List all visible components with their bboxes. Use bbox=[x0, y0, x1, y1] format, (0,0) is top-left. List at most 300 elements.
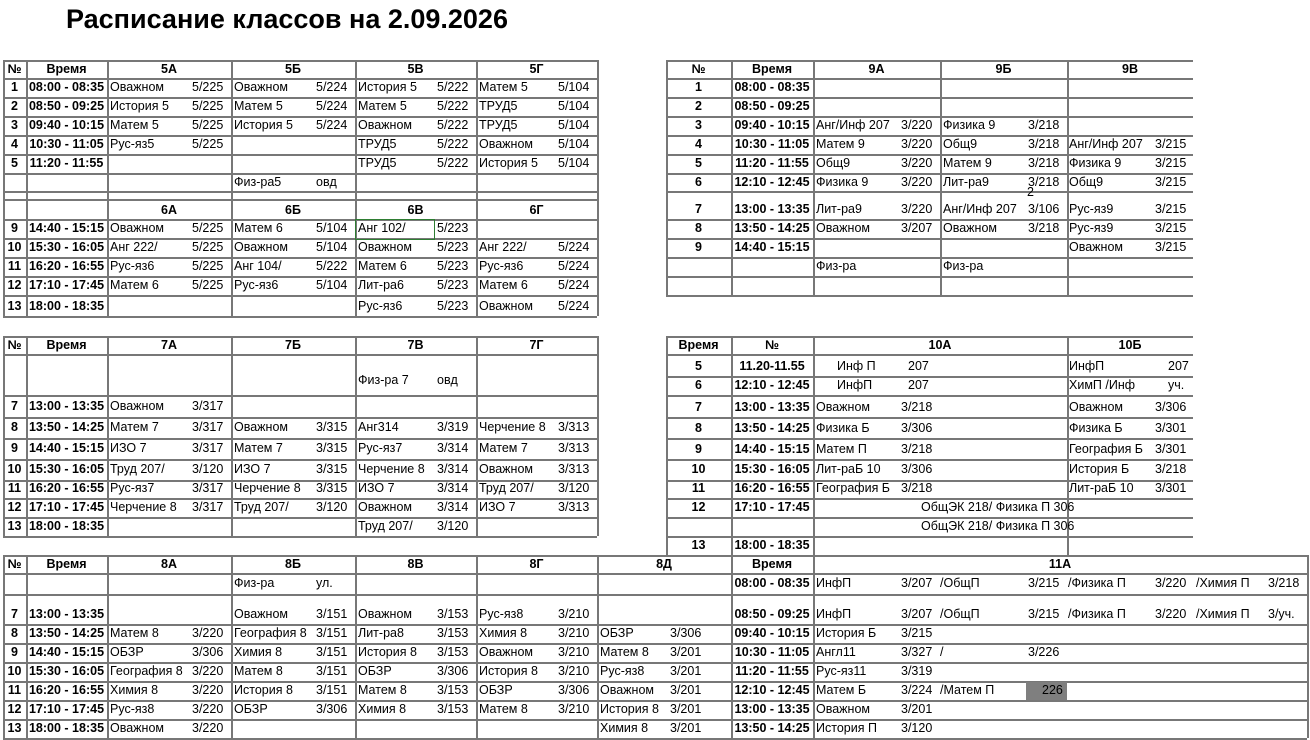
grid-line bbox=[731, 573, 1307, 575]
grid-line bbox=[731, 594, 1307, 596]
lesson-time: 11:20 - 11:55 bbox=[735, 664, 809, 678]
lesson-room: 3/153 bbox=[437, 607, 469, 621]
lesson-subject: Оважном bbox=[234, 607, 288, 621]
lesson-time: 08:50 - 09:25 bbox=[734, 607, 810, 621]
time-header: Время bbox=[752, 557, 792, 571]
lesson-room: 3/226 bbox=[1028, 645, 1060, 659]
lesson-room: 5/225 bbox=[192, 221, 224, 235]
lesson-subject: Оважном bbox=[234, 240, 288, 254]
lesson-subject: Матем 7 bbox=[234, 441, 283, 455]
row-number: 3 bbox=[695, 118, 702, 132]
lesson-subject: Рус-яз7 bbox=[110, 481, 155, 495]
lesson-room: 3/201 bbox=[670, 721, 702, 735]
row-number: 1 bbox=[695, 80, 702, 94]
lesson-room: 3/153 bbox=[437, 626, 469, 640]
lesson-subject: /Химия П bbox=[1196, 576, 1250, 590]
lesson-room: 3/151 bbox=[316, 645, 348, 659]
lesson-subject: Оважном bbox=[358, 118, 412, 132]
lesson-subject: Матем 6 bbox=[358, 259, 407, 273]
lesson-room: 3/220 bbox=[192, 683, 224, 697]
class-header: 9А bbox=[868, 62, 885, 76]
lesson-subject: ОБЗР bbox=[358, 664, 392, 678]
lesson-subject: Оважном bbox=[479, 137, 533, 151]
row-number: 12 bbox=[7, 702, 22, 716]
lesson-room: 5/104 bbox=[558, 118, 590, 132]
lesson-subject: Матем 5 bbox=[479, 80, 528, 94]
lesson-time: 13:00 - 13:35 bbox=[734, 202, 810, 216]
lesson-room: 3/315 bbox=[316, 441, 348, 455]
lesson-time: 08:50 - 09:25 bbox=[28, 99, 105, 113]
lesson-time: 17:10 - 17:45 bbox=[28, 500, 105, 514]
lesson-room: 3/120 bbox=[316, 500, 348, 514]
lesson-time: 10:30 - 11:05 bbox=[734, 645, 810, 659]
lesson-room: 3/317 bbox=[192, 481, 224, 495]
lesson-room: 5/224 bbox=[316, 80, 348, 94]
lesson-subject: Лит-ра9 bbox=[816, 202, 862, 216]
lesson-room: 3/215 bbox=[1155, 221, 1187, 235]
grid-line bbox=[3, 191, 597, 193]
grid-line bbox=[666, 417, 1193, 419]
lesson-time: 11:20 - 11:55 bbox=[735, 156, 809, 170]
lesson-room: 5/223 bbox=[437, 299, 469, 313]
lesson-subject: Физ-ра 7 bbox=[358, 373, 409, 387]
lesson-subject: Лит-ра8 bbox=[358, 626, 404, 640]
lesson-room: 3/220 bbox=[901, 175, 933, 189]
lesson-subject: Рус-яз6 bbox=[110, 259, 155, 273]
lesson-time: 09:40 - 10:15 bbox=[734, 626, 810, 640]
lesson-subject: Труд 207/ bbox=[479, 481, 534, 495]
lesson-time: 15:30 - 16:05 bbox=[734, 462, 810, 476]
lesson-room: 3/317 bbox=[192, 399, 224, 413]
row-number: 11 bbox=[7, 683, 22, 697]
lesson-subject: /ОбщП bbox=[940, 607, 980, 621]
row-number: 9 bbox=[11, 221, 18, 235]
grid-line bbox=[666, 257, 1193, 259]
lesson-subject: ИнфП bbox=[816, 576, 852, 590]
lesson-subject: /Матем П bbox=[940, 683, 995, 697]
row-number: 13 bbox=[7, 721, 22, 735]
lesson-time: 13:00 - 13:35 bbox=[28, 607, 105, 621]
lesson-subject: Оважном bbox=[479, 299, 533, 313]
lesson-time: 14:40 - 15:15 bbox=[734, 442, 810, 456]
lesson-subject: История Б bbox=[1069, 462, 1130, 476]
class-header: 5Б bbox=[285, 62, 301, 76]
lesson-room: 3/207 bbox=[901, 607, 933, 621]
row-number: 7 bbox=[11, 607, 18, 621]
lesson-room: 3/201 bbox=[670, 683, 702, 697]
grid-line bbox=[3, 173, 597, 175]
lesson-room: 3/151 bbox=[316, 607, 348, 621]
lesson-room: 3/215 bbox=[1028, 607, 1060, 621]
lesson-subject: История Б bbox=[816, 626, 877, 640]
lesson-room: 3/306 bbox=[1155, 400, 1187, 414]
lesson-time: 08:50 - 09:25 bbox=[734, 99, 810, 113]
lesson-room: 3/106 bbox=[1028, 202, 1060, 216]
lesson-room: ул. bbox=[316, 576, 333, 590]
lesson-room: 5/224 bbox=[558, 259, 590, 273]
lesson-room: 3/306 bbox=[901, 462, 933, 476]
lesson-room: 3/220 bbox=[192, 702, 224, 716]
lesson-subject: Рус-яз8 bbox=[600, 664, 645, 678]
lesson-room: 3/314 bbox=[437, 441, 469, 455]
lesson-room: 3/313 bbox=[558, 500, 590, 514]
grid-line bbox=[476, 336, 478, 536]
lesson-subject: Оважном bbox=[816, 221, 870, 235]
row-number: 11 bbox=[7, 259, 22, 273]
lesson-room: 3/210 bbox=[558, 607, 590, 621]
lesson-time: 14:40 - 15:15 bbox=[28, 221, 105, 235]
lesson-subject: Оважном bbox=[110, 80, 164, 94]
grid-line bbox=[3, 573, 731, 575]
lesson-room: 3/151 bbox=[316, 664, 348, 678]
lesson-room: 3/317 bbox=[192, 441, 224, 455]
class-header: 10Б bbox=[1118, 338, 1142, 352]
row-number: 9 bbox=[695, 240, 702, 254]
grid-line bbox=[231, 336, 233, 536]
lesson-time: 13:00 - 13:35 bbox=[734, 702, 810, 716]
lesson-subject: Химия 8 bbox=[234, 645, 283, 659]
lesson-time: 17:10 - 17:45 bbox=[28, 702, 105, 716]
lesson-subject: Химия 8 bbox=[110, 683, 159, 697]
lesson-room: 3/317 bbox=[192, 420, 224, 434]
lesson-subject: Оважном bbox=[234, 420, 288, 434]
lesson-room: 3/215 bbox=[1155, 137, 1187, 151]
row-number: 6 bbox=[695, 175, 702, 189]
lesson-room: 3/120 bbox=[901, 721, 933, 735]
lesson-room: 5/222 bbox=[437, 137, 469, 151]
lesson-subject: Химия 8 bbox=[358, 702, 407, 716]
lesson-subject: ОБЗР bbox=[234, 702, 268, 716]
lesson-subject: Физ-ра bbox=[234, 576, 275, 590]
lesson-subject: Анг/Инф 207 bbox=[816, 118, 890, 132]
lesson-room: 3/306 bbox=[558, 683, 590, 697]
grid-line bbox=[3, 438, 597, 440]
lesson-room: 207 bbox=[908, 359, 929, 373]
lesson-time: 17:10 - 17:45 bbox=[28, 278, 105, 292]
lesson-subject: Матем 8 bbox=[358, 683, 407, 697]
lesson-subject: Рус-яз6 bbox=[358, 299, 403, 313]
class-header: 5Г bbox=[529, 62, 544, 76]
lesson-room: 3/220 bbox=[192, 664, 224, 678]
lesson-room: 5/104 bbox=[558, 99, 590, 113]
lesson-subject: История 8 bbox=[358, 645, 417, 659]
class-header: 6А bbox=[161, 203, 177, 217]
lesson-room: 5/104 bbox=[558, 80, 590, 94]
grid-line bbox=[107, 336, 109, 536]
lesson-room: 5/224 bbox=[558, 240, 590, 254]
lesson-subject: Лит-раБ 10 bbox=[1069, 481, 1134, 495]
class-header: 7А bbox=[161, 338, 177, 352]
lesson-time: 12:10 - 12:45 bbox=[734, 175, 810, 189]
lesson-room: 3/220 bbox=[901, 118, 933, 132]
lesson-room: 3/306 bbox=[437, 664, 469, 678]
row-number: 8 bbox=[11, 626, 18, 640]
lesson-subject: Оважном bbox=[234, 80, 288, 94]
class-header: 11А bbox=[1048, 557, 1072, 571]
num-header: № bbox=[765, 338, 779, 352]
lesson-subject: Матем 8 bbox=[479, 702, 528, 716]
lesson-room: 3/224 bbox=[901, 683, 933, 697]
lesson-time: 09:40 - 10:15 bbox=[28, 118, 105, 132]
lesson-time: 13:50 - 14:25 bbox=[28, 420, 105, 434]
lesson-subject: География 8 bbox=[110, 664, 183, 678]
lesson-time: 08:00 - 08:35 bbox=[28, 80, 105, 94]
lesson-room: 3/313 bbox=[558, 441, 590, 455]
class-header: 7В bbox=[407, 338, 424, 352]
row-number: 4 bbox=[695, 137, 702, 151]
lesson-subject: История 8 bbox=[600, 702, 659, 716]
lesson-room: 5/222 bbox=[437, 118, 469, 132]
lesson-subject: Англ11 bbox=[816, 645, 856, 659]
lesson-room: 3/153 bbox=[437, 645, 469, 659]
lesson-room: 3/201 bbox=[670, 702, 702, 716]
lesson-room: 3/301 bbox=[1155, 442, 1187, 456]
lesson-subject: Оважном bbox=[110, 721, 164, 735]
lesson-room: 5/223 bbox=[437, 221, 469, 235]
num-header: № bbox=[691, 62, 706, 76]
lesson-time: 12:10 - 12:45 bbox=[734, 683, 810, 697]
lesson-room: 3/220 bbox=[901, 202, 933, 216]
lesson-room: 3/215 bbox=[901, 626, 933, 640]
lesson-subject: Анг 102/ bbox=[358, 221, 406, 235]
lesson-time: 18:00 - 18:35 bbox=[28, 519, 105, 533]
row-number: 8 bbox=[695, 421, 702, 435]
lesson-subject: ИнфП bbox=[1069, 359, 1105, 373]
lesson-room: 5/223 bbox=[437, 240, 469, 254]
lesson-room: 3/151 bbox=[316, 683, 348, 697]
lesson-subject: Оважном bbox=[479, 645, 533, 659]
class-header: 6Г bbox=[529, 203, 544, 217]
lesson-subject: / bbox=[940, 645, 944, 659]
lesson-subject: История 5 bbox=[479, 156, 538, 170]
lesson-room: 5/225 bbox=[192, 99, 224, 113]
grid-line bbox=[666, 191, 1193, 193]
lesson-subject: Труд 207/ bbox=[234, 500, 289, 514]
row-number: 13 bbox=[7, 299, 22, 313]
row-number: 4 bbox=[11, 137, 18, 151]
lesson-room: 3/218 bbox=[901, 400, 933, 414]
lesson-subject: Матем 5 bbox=[110, 118, 159, 132]
lesson-time: 13:50 - 14:25 bbox=[734, 221, 810, 235]
row-number: 12 bbox=[7, 500, 22, 514]
lesson-time: 14:40 - 15:15 bbox=[734, 240, 810, 254]
num-header: № bbox=[7, 557, 22, 571]
grid-line bbox=[3, 594, 731, 596]
lesson-room: 3/218 bbox=[901, 481, 933, 495]
lesson-room: 3/306 bbox=[192, 645, 224, 659]
lesson-room: 5/224 bbox=[316, 99, 348, 113]
lesson-room: 5/104 bbox=[316, 240, 348, 254]
lesson-subject: Общ9 bbox=[943, 137, 978, 151]
lesson-room: 3/327 bbox=[901, 645, 933, 659]
lesson-subject: История 8 bbox=[234, 683, 293, 697]
lesson-subject: Матем 7 bbox=[479, 441, 528, 455]
lesson-room: 3/220 bbox=[192, 721, 224, 735]
time-header: Время bbox=[46, 557, 87, 571]
grid-line bbox=[666, 295, 1193, 297]
lesson-room: 3/153 bbox=[437, 702, 469, 716]
row-number: 5 bbox=[695, 359, 702, 373]
lesson-room: 3/210 bbox=[558, 626, 590, 640]
lesson-subject: Лит-ра9 bbox=[943, 175, 989, 189]
lesson-subject: Оважном bbox=[110, 221, 164, 235]
selected-cell[interactable] bbox=[355, 219, 435, 240]
lesson-subject: Матем Б bbox=[816, 683, 867, 697]
lesson-subject: Рус-яз9 bbox=[1069, 221, 1114, 235]
lesson-subject: Анг 222/ bbox=[479, 240, 527, 254]
row-number: 10 bbox=[7, 664, 22, 678]
lesson-room: 3/215 bbox=[1028, 576, 1060, 590]
grid-line bbox=[107, 555, 109, 738]
grid-line bbox=[355, 336, 357, 536]
grid-line bbox=[476, 60, 478, 316]
grid-line bbox=[3, 459, 597, 461]
class-header: 9Б bbox=[995, 62, 1012, 76]
lesson-time: 13:50 - 14:25 bbox=[734, 421, 810, 435]
lesson-room: 3/314 bbox=[437, 481, 469, 495]
lesson-subject: Физ-ра bbox=[816, 259, 857, 273]
row-number: 11 bbox=[7, 481, 22, 495]
lesson-subject: Оважном bbox=[816, 400, 870, 414]
lesson-room: 3/220 bbox=[901, 137, 933, 151]
row-number: 9 bbox=[11, 441, 18, 455]
grid-line bbox=[231, 60, 233, 316]
lesson-subject: Черчение 8 bbox=[234, 481, 301, 495]
class-header: 7Б bbox=[285, 338, 301, 352]
grid-line bbox=[1307, 555, 1309, 738]
lesson-room: 3/151 bbox=[316, 626, 348, 640]
lesson-time: 14:40 - 15:15 bbox=[28, 441, 105, 455]
lesson-time: 14:40 - 15:15 bbox=[28, 645, 105, 659]
grid-line bbox=[231, 555, 233, 738]
lesson-subject: Рус-яз11 bbox=[816, 664, 867, 678]
class-header: 8А bbox=[161, 557, 177, 571]
lesson-room: 5/225 bbox=[192, 259, 224, 273]
lesson-room: 3/120 bbox=[558, 481, 590, 495]
grid-line bbox=[3, 199, 597, 201]
lesson-subject: Оважном bbox=[479, 462, 533, 476]
class-header: 8Б bbox=[285, 557, 301, 571]
lesson-subject: Рус-яз8 bbox=[110, 702, 155, 716]
lesson-room: 3/201 bbox=[670, 664, 702, 678]
grid-line bbox=[355, 60, 357, 316]
grid-line bbox=[597, 336, 599, 536]
lesson-room: 3/313 bbox=[558, 462, 590, 476]
lesson-room: 5/223 bbox=[437, 259, 469, 273]
lesson-subject: Общ9 bbox=[1069, 175, 1104, 189]
lesson-subject: География Б bbox=[1069, 442, 1144, 456]
lesson-room: 3/210 bbox=[558, 645, 590, 659]
time-header: Время bbox=[678, 338, 719, 352]
lesson-room: 5/222 bbox=[316, 259, 348, 273]
lesson-room: 3/218 bbox=[1028, 137, 1060, 151]
lesson-room: 3/уч. bbox=[1268, 607, 1295, 621]
lesson-subject: История 8 bbox=[479, 664, 538, 678]
num-header: № bbox=[7, 62, 22, 76]
lesson-subject: Матем 8 bbox=[600, 645, 649, 659]
page-title: Расписание классов на 2.09.2026 bbox=[66, 4, 508, 34]
lesson-room: 3/315 bbox=[316, 420, 348, 434]
lesson-subject: Оважном bbox=[816, 702, 870, 716]
grid-line bbox=[666, 438, 1193, 440]
lesson-subject: История 5 bbox=[110, 99, 169, 113]
lesson-subject: Оважном bbox=[943, 221, 997, 235]
lesson-subject: Оважном bbox=[1069, 400, 1123, 414]
lesson-time: 15:30 - 16:05 bbox=[28, 240, 105, 254]
row-number: 12 bbox=[7, 278, 22, 292]
grid-line bbox=[107, 60, 109, 316]
lesson-subject: Матем 6 bbox=[110, 278, 159, 292]
lesson-room: 3/319 bbox=[437, 420, 469, 434]
row-number: 7 bbox=[695, 400, 702, 414]
lesson-room: 3/306 bbox=[670, 626, 702, 640]
lesson-room: 5/225 bbox=[192, 80, 224, 94]
grid-line bbox=[813, 555, 815, 738]
row-number: 7 bbox=[695, 202, 702, 216]
lesson-room: 5/225 bbox=[192, 278, 224, 292]
lesson-subject: ОБЗР bbox=[479, 683, 513, 697]
class-header: 10А bbox=[928, 338, 952, 352]
lesson-time: 16:20 - 16:55 bbox=[28, 683, 105, 697]
lesson-room: 3/215 bbox=[1155, 156, 1187, 170]
lesson-room: 207 bbox=[908, 378, 929, 392]
num-header: № bbox=[7, 338, 22, 352]
row-number: 12 bbox=[691, 500, 706, 514]
lesson-subject: Анг 222/ bbox=[110, 240, 158, 254]
grid-line bbox=[3, 395, 597, 397]
grid-line bbox=[666, 354, 1193, 356]
row-number: 9 bbox=[695, 442, 702, 456]
lesson-subject: ТРУД5 bbox=[358, 137, 397, 151]
lesson-room: 207 bbox=[1168, 359, 1189, 373]
lesson-room: овд bbox=[437, 373, 458, 387]
lesson-subject: Физика 9 bbox=[816, 175, 869, 189]
lesson-room: 5/104 bbox=[316, 278, 348, 292]
lesson-room: 3/218 bbox=[1028, 221, 1060, 235]
grid-line bbox=[940, 60, 942, 295]
lesson-subject: /Физика П bbox=[1068, 607, 1126, 621]
lesson-room: 3/210 bbox=[558, 702, 590, 716]
lesson-time: 09:40 - 10:15 bbox=[734, 118, 810, 132]
lesson-room: 5/222 bbox=[437, 156, 469, 170]
merged-lesson: ОбщЭК 218/ Физика П 306 bbox=[921, 519, 1075, 533]
row-number: 8 bbox=[695, 221, 702, 235]
row-number: 2 bbox=[695, 99, 702, 113]
lesson-room: 3/313 bbox=[558, 420, 590, 434]
lesson-subject: Матем 8 bbox=[110, 626, 159, 640]
lesson-subject: Матем 9 bbox=[816, 137, 865, 151]
lesson-room: 3/319 bbox=[901, 664, 933, 678]
lesson-room: 3/306 bbox=[316, 702, 348, 716]
grid-line bbox=[355, 555, 357, 738]
lesson-subject: Оважном bbox=[358, 500, 412, 514]
lesson-room: 3/210 bbox=[558, 664, 590, 678]
merged-lesson: ОбщЭК 218/ Физика П 306 bbox=[921, 500, 1075, 514]
lesson-subject: /Физика П bbox=[1068, 576, 1126, 590]
lesson-subject: Химия 8 bbox=[600, 721, 649, 735]
lesson-room: 3/306 bbox=[901, 421, 933, 435]
lesson-room: 3/301 bbox=[1155, 481, 1187, 495]
lesson-subject: ТРУД5 bbox=[479, 118, 518, 132]
lesson-time: 10:30 - 11:05 bbox=[29, 137, 104, 151]
lesson-time: 13:00 - 13:35 bbox=[734, 400, 810, 414]
lesson-subject: Труд 207/ bbox=[110, 462, 165, 476]
lesson-subject: Общ9 bbox=[816, 156, 851, 170]
row-number: 2 bbox=[11, 99, 18, 113]
lesson-room: 3/218 bbox=[901, 442, 933, 456]
lesson-subject: ХимП /Инф bbox=[1069, 378, 1136, 392]
lesson-subject: ИЗО 7 bbox=[358, 481, 395, 495]
